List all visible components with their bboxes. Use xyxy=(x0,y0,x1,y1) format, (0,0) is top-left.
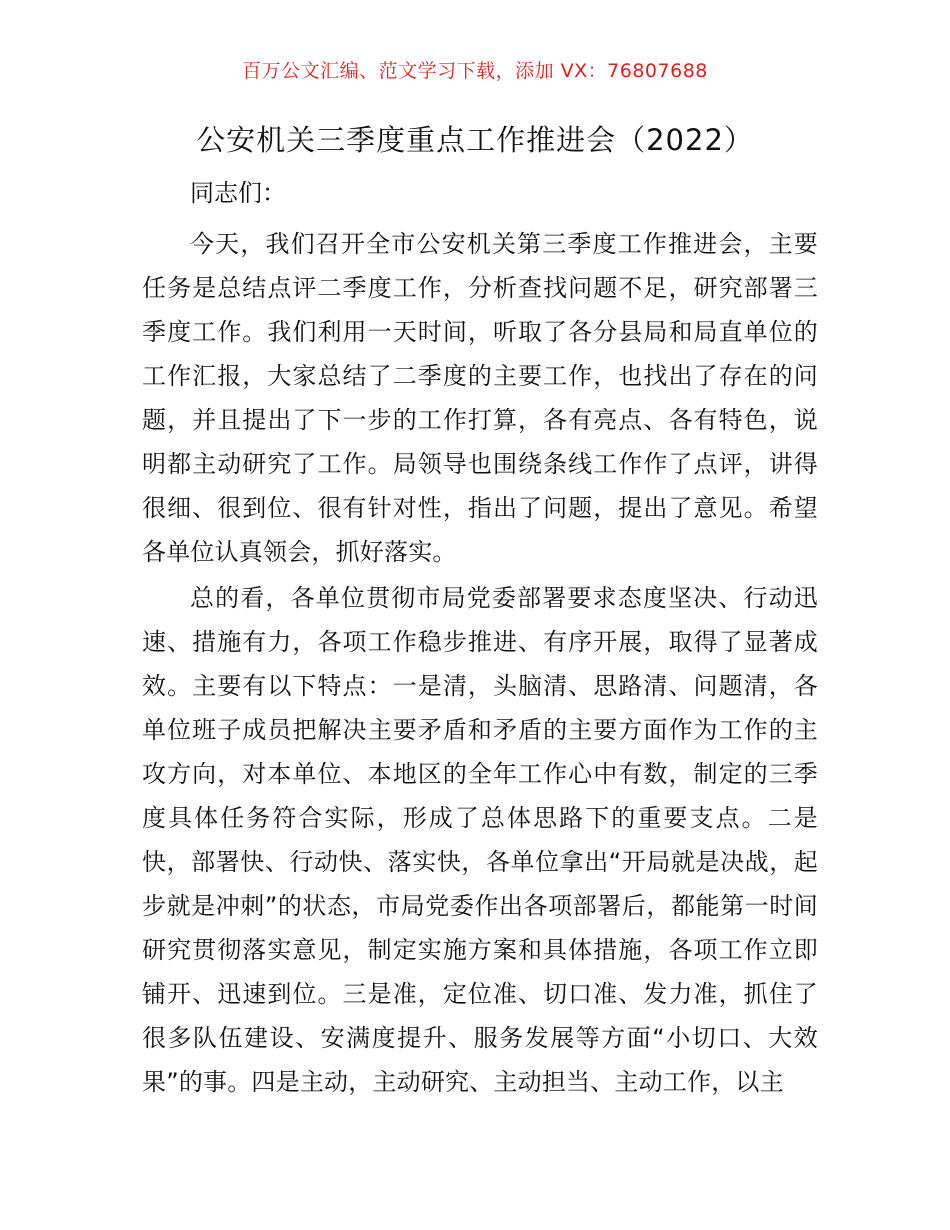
body-paragraph: 今天，我们召开全市公安机关第三季度工作推进会，主要任务是总结点评二季度工作，分析查找问题不足，研究部署三季度工作。我们利用一天时间，听取了各分县局和局直单位的工作汇报，大家总结了二季度的主要工作，也找出了存在的问题，并且提出了下一步的工作打算，各有亮点、各有特色，说明都主动研究了工作。局领导也围绕条线工作作了点评，讲得很细、很到位、很有针对性，指出了问题，提出了意见。希望各单位认真领会，抓好落实。 xyxy=(142,230,818,566)
document-title: 公安机关三季度重点工作推进会（2022） xyxy=(196,123,754,157)
body-paragraph: 总的看，各单位贯彻市局党委部署要求态度坚决、行动迅速、措施有力，各项工作稳步推进、有序开展，取得了显著成效。主要有以下特点：一是清，头脑清、思路清、问题清，各单位班子成员把解决主要矛盾和矛盾的主要方面作为工作的主攻方向，对本单位、本地区的全年工作心中有数，制定的三季度具体任务符合实际，形成了总体思路下的重要支点。二是快，部署快、行动快、落实快，各单位拿出“开局就是决战，起步就是冲刺”的状态，市局党委作出各项部署后，都能第一时间研究贯彻落实意见，制定实施方案和具体措施，各项工作立即铺开、迅速到位。三是准，定位准、切口准、发力准，抓住了很多队伍建设、安满度提升、服务发展等方面“小切口、大效果”的事。四是主动，主动研究、主动担当、主动工作，以主 xyxy=(142,584,818,1096)
watermark-banner: 百万公文汇编、范文学习下载，添加 VX：76807688 xyxy=(242,60,708,82)
salutation: 同志们： xyxy=(190,179,286,207)
